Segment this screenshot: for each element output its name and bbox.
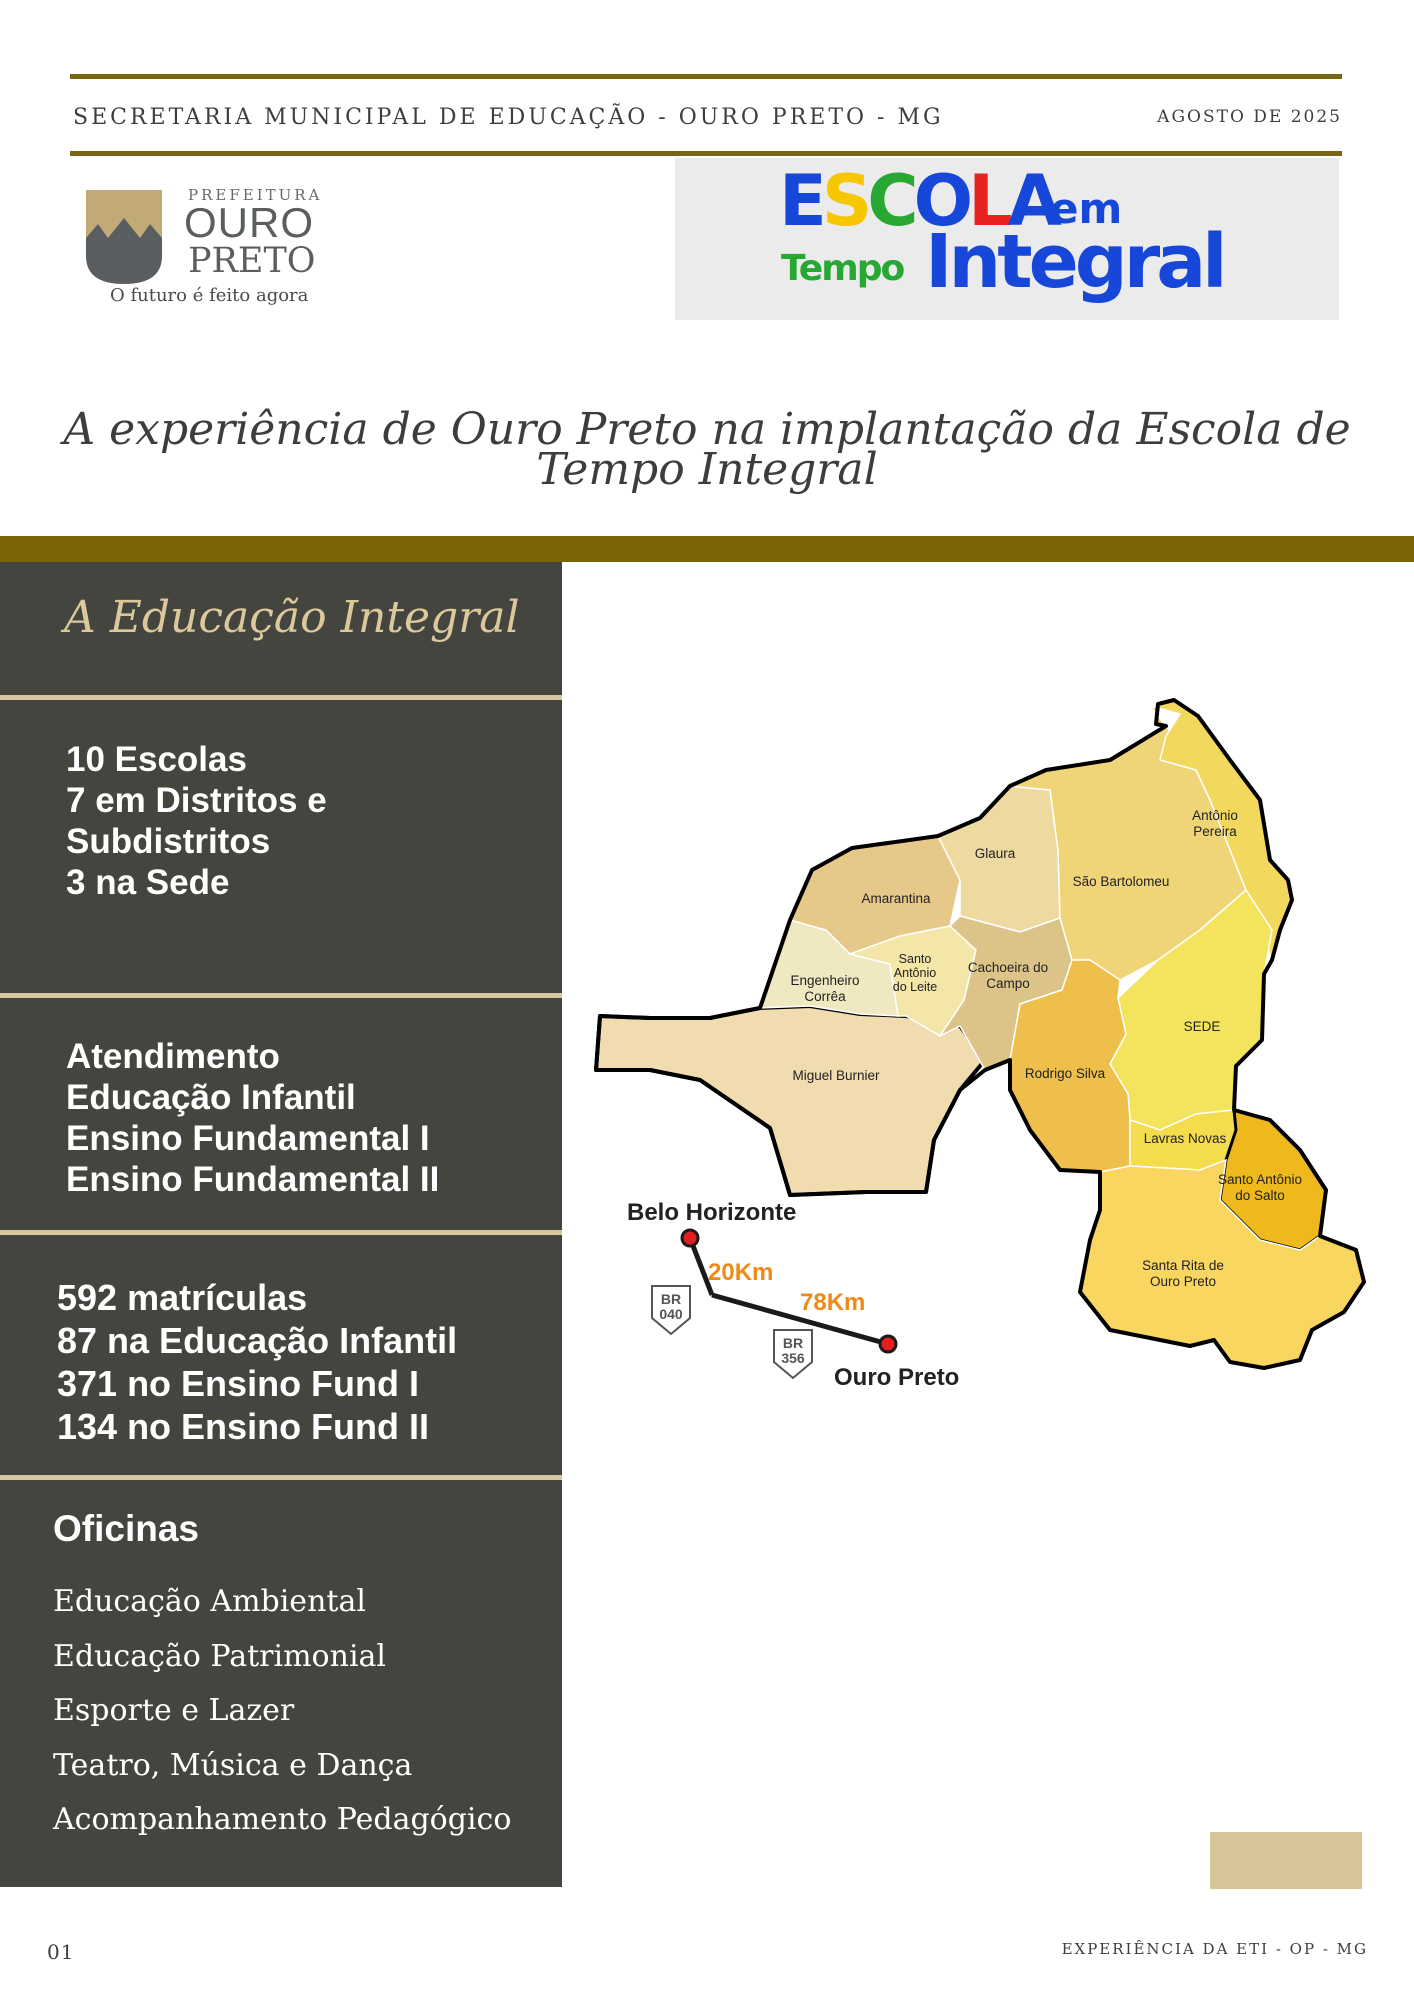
label-santo-antonio-leite: Santo Antônio do Leite — [892, 952, 938, 994]
label-miguel-burnier: Miguel Burnier — [792, 1068, 880, 1083]
logo-prefeitura-text: PREFEITURA — [188, 186, 323, 204]
page-title: A experiência de Ouro Preto na implantação da Escola de Tempo Integral — [63, 404, 1351, 495]
enrollments-line: 371 no Ensino Fund I — [57, 1363, 420, 1404]
divider — [0, 695, 562, 700]
road-shield-br356 — [774, 1330, 812, 1378]
label-santo-antonio-salto: Santo Antônio do Salto — [1217, 1172, 1303, 1203]
district-map — [580, 680, 1380, 1420]
integral-word: Integral — [925, 219, 1224, 305]
decorative-square — [1210, 1832, 1362, 1889]
route-destination-dot — [880, 1336, 896, 1352]
svg-text:040: 040 — [659, 1306, 683, 1322]
attendance-line: Atendimento — [66, 1037, 280, 1076]
logo-preto-text: PRETO — [188, 241, 316, 281]
svg-text:BR: BR — [782, 1335, 804, 1351]
logo-slogan: O futuro é feito agora — [110, 285, 309, 306]
label-sede: SEDE — [1183, 1019, 1221, 1034]
sidebar-heading: A Educação Integral — [64, 592, 520, 643]
em-word: em — [1050, 184, 1123, 233]
route-distance-2: 78Km — [800, 1289, 866, 1316]
attendance-line: Ensino Fundamental II — [66, 1160, 440, 1199]
header-date: AGOSTO DE 2025 — [1157, 107, 1342, 127]
crown-icon — [84, 188, 164, 288]
route-origin-dot — [682, 1230, 698, 1246]
escola-letter: A — [1007, 160, 1057, 242]
program-logo-banner — [675, 158, 1339, 320]
schools-line: Subdistritos — [66, 822, 271, 861]
page-number: 01 — [47, 1940, 75, 1964]
divider — [0, 1230, 562, 1235]
footer-label: EXPERIÊNCIA DA ETI - OP - MG — [1061, 1940, 1368, 1958]
schools-line: 3 na Sede — [66, 863, 230, 902]
escola-letter: L — [968, 160, 1008, 242]
escola-letter: C — [867, 160, 914, 242]
workshops-list — [53, 1575, 511, 1848]
prefeitura-logo — [84, 184, 344, 314]
route-distance-1: 20Km — [708, 1259, 774, 1286]
attendance-line: Educação Infantil — [66, 1078, 356, 1117]
tempo-word: Tempo — [781, 248, 904, 289]
escola-letter: O — [913, 160, 969, 242]
region-miguel-burnier — [596, 1006, 985, 1195]
label-sao-bartolomeu: São Bartolomeu — [1072, 874, 1170, 889]
enrollments-line: 134 no Ensino Fund II — [57, 1406, 430, 1447]
svg-text:356: 356 — [781, 1350, 805, 1366]
label-amarantina: Amarantina — [861, 891, 931, 906]
divider — [0, 1475, 562, 1480]
label-engenheiro-correa: Engenheiro Corrêa — [790, 973, 860, 1004]
workshop-item: Teatro, Música e Dança — [53, 1747, 413, 1783]
schools-block — [66, 739, 327, 903]
label-santa-rita: Santa Rita de Ouro Preto — [1142, 1258, 1224, 1289]
attendance-line: Ensino Fundamental I — [66, 1119, 430, 1158]
escola-letter: E — [779, 160, 822, 242]
label-glaura: Glaura — [974, 846, 1016, 861]
workshop-item: Educação Ambiental — [53, 1584, 366, 1619]
header-top-rule — [70, 74, 1342, 79]
route-origin-label: Belo Horizonte — [627, 1199, 797, 1226]
workshop-item: Acompanhamento Pedagógico — [53, 1802, 512, 1837]
road-shield-br040 — [652, 1286, 690, 1334]
schools-line: 10 Escolas — [66, 740, 247, 779]
enrollments-line: 592 matrículas — [57, 1277, 308, 1318]
label-lavras-novas: Lavras Novas — [1143, 1131, 1227, 1146]
label-cachoeira-campo: Cachoeira do Campo — [967, 960, 1049, 991]
workshop-item: Esporte e Lazer — [53, 1693, 295, 1728]
enrollments-block — [57, 1276, 457, 1448]
svg-text:BR: BR — [660, 1291, 682, 1307]
logo-ouro-text: OURO — [184, 199, 314, 246]
header-bottom-rule — [70, 151, 1342, 156]
workshop-item: Educação Patrimonial — [53, 1638, 387, 1674]
schools-line: 7 em Distritos e — [66, 781, 327, 820]
label-antonio-pereira: Antônio Pereira — [1192, 808, 1238, 839]
workshops-title: Oficinas — [53, 1508, 199, 1549]
escola-letter: S — [821, 160, 868, 242]
route-destination-label: Ouro Preto — [834, 1364, 960, 1391]
gold-band — [0, 536, 1414, 562]
divider — [0, 993, 562, 998]
header-organization: SECRETARIA MUNICIPAL DE EDUCAÇÃO - OURO PRETO - MG — [73, 105, 944, 130]
label-rodrigo-silva: Rodrigo Silva — [1024, 1066, 1106, 1081]
enrollments-line: 87 na Educação Infantil — [57, 1320, 458, 1361]
attendance-block — [66, 1036, 439, 1200]
